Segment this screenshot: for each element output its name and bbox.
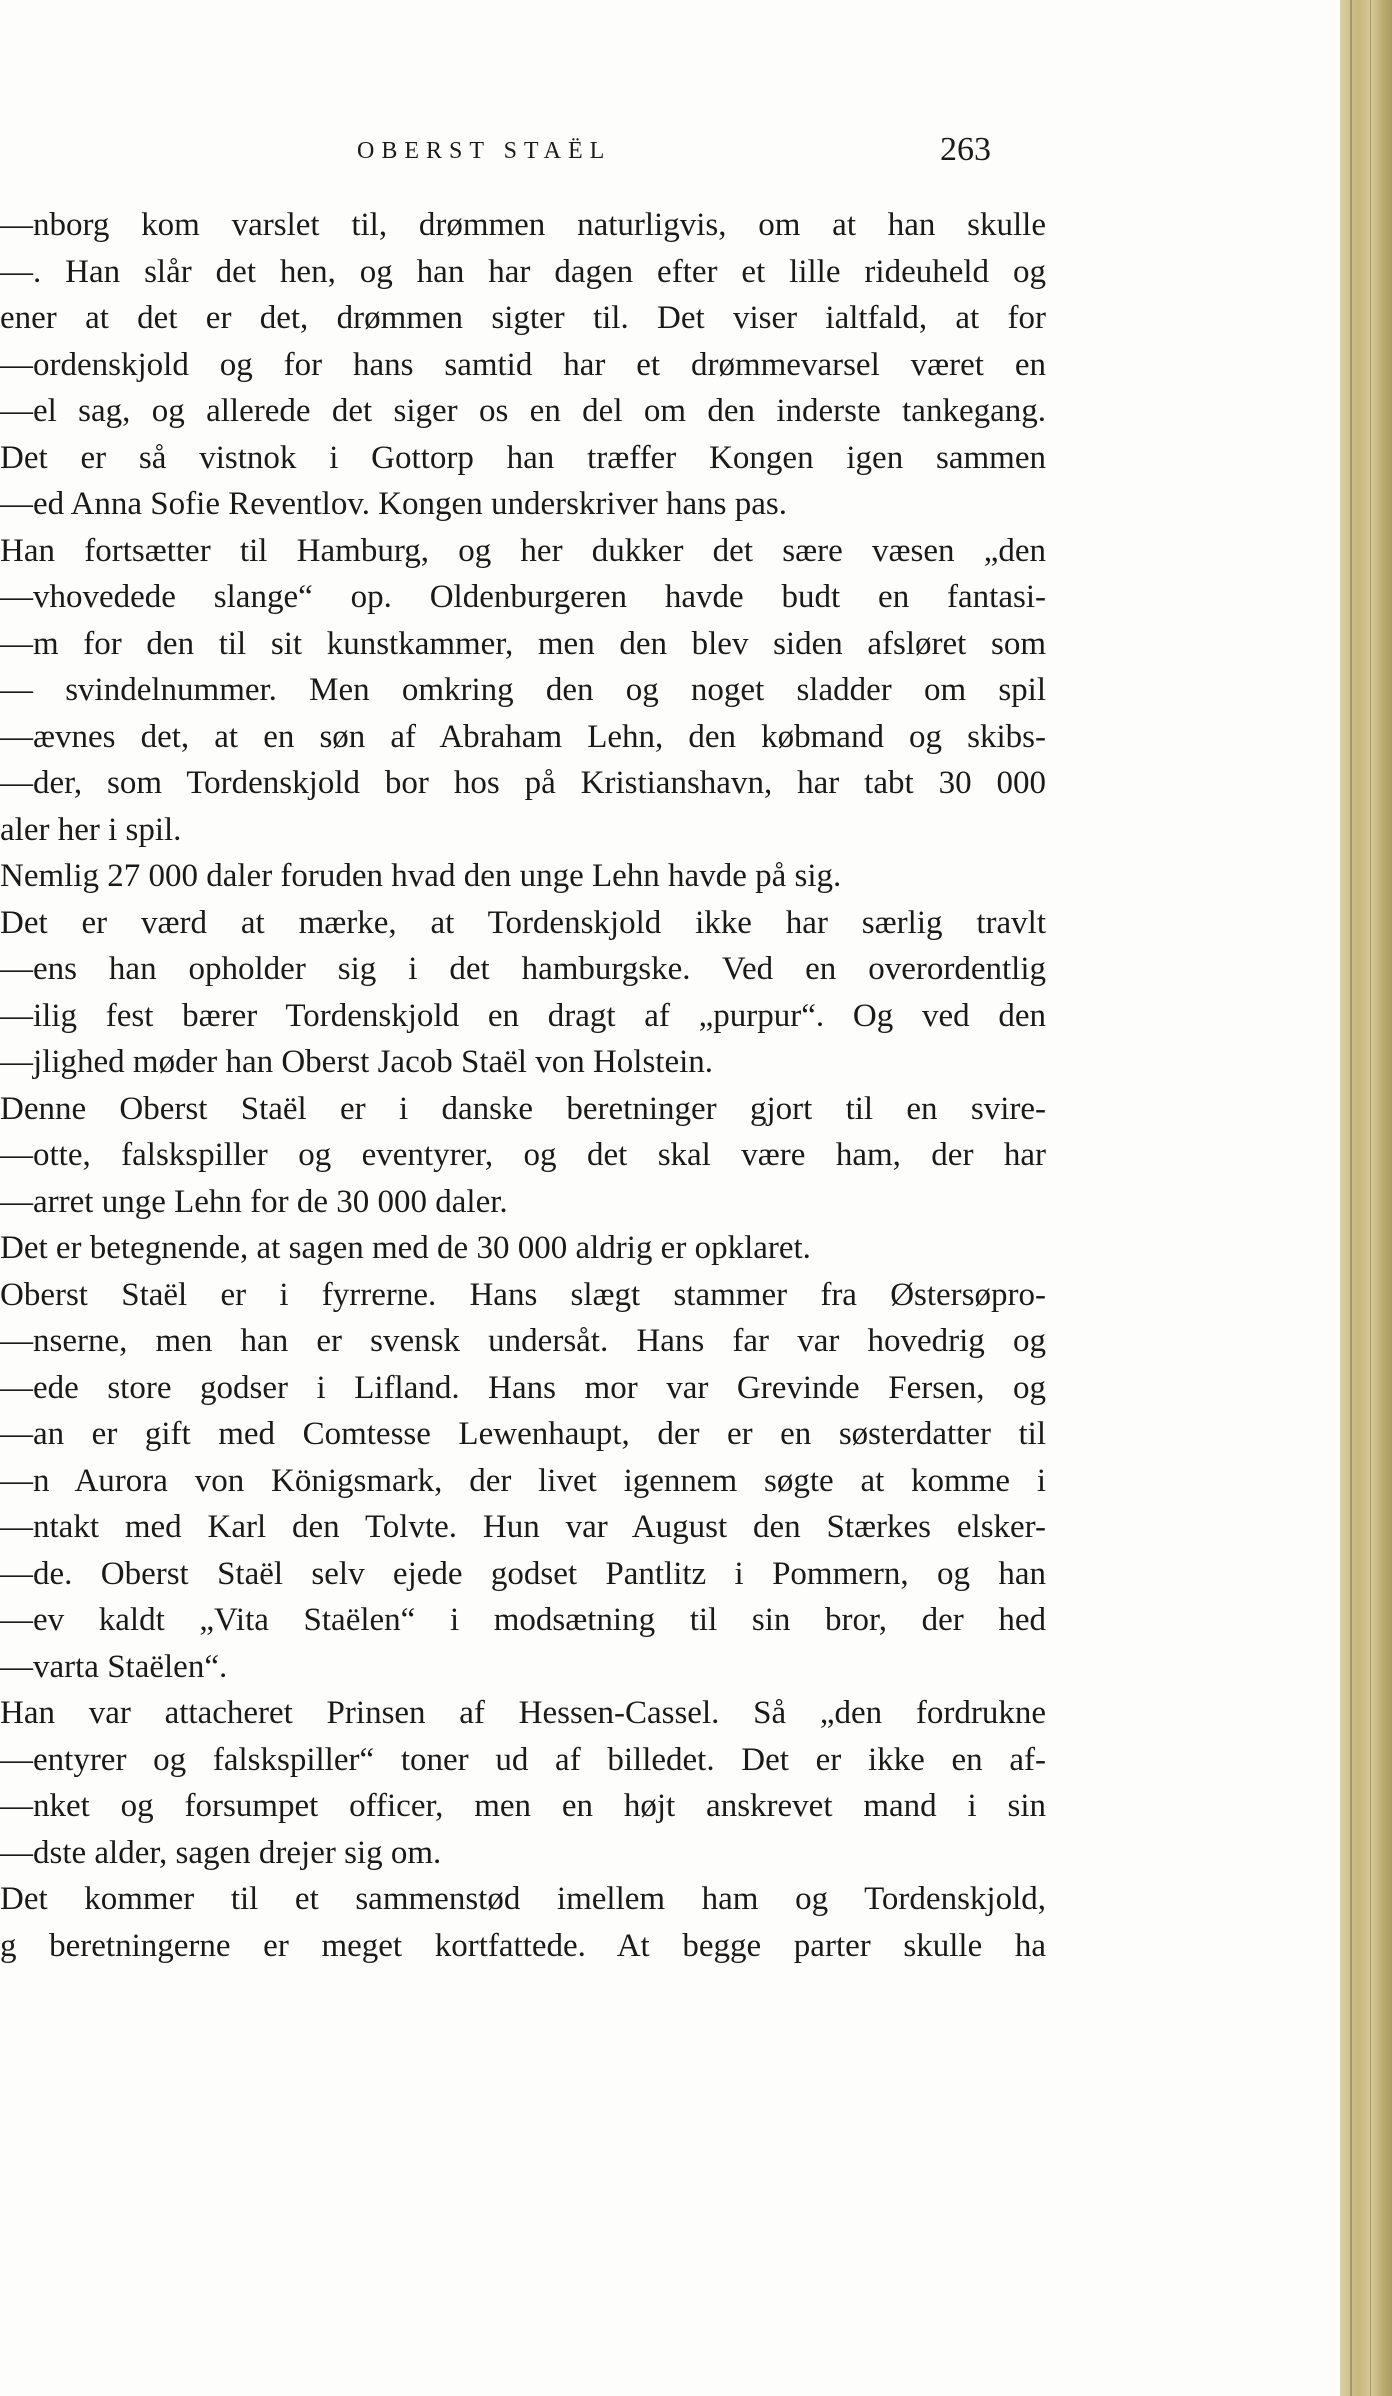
text-line: Han var attacheret Prinsen af Hessen-Cassel. Så „den fordrukne bbox=[0, 1695, 1046, 1731]
text-line: —an er gift med Comtesse Lewenhaupt, der er en søsterdatter til bbox=[0, 1416, 1046, 1452]
text-line: —m for den til sit kunstkammer, men den blev siden afsløret som bbox=[0, 625, 1046, 662]
text-line: Det er værd at mærke, at Tordenskjold ikke har særlig travlt bbox=[0, 904, 1046, 941]
text-line: —ævnes det, at en søn af Abraham Lehn, den købmand og skibs- bbox=[0, 718, 1046, 755]
book-binding-edge bbox=[1340, 0, 1392, 2396]
text-line: —. Han slår det hen, og han har dagen efter et lille rideuheld og bbox=[0, 253, 1046, 290]
text-line: Han fortsætter til Hamburg, og her dukker det sære væsen „den bbox=[0, 532, 1046, 569]
running-head: OBERST STAËL bbox=[357, 138, 612, 164]
text-line: —der, som Tordenskjold bor hos på Kristianshavn, har tabt 30 000 bbox=[0, 765, 1046, 801]
text-line: —n Aurora von Königsmark, der livet igennem søgte at komme i bbox=[0, 1462, 1046, 1499]
text-line: g beretningerne er meget kortfattede. At begge parter skulle ha bbox=[0, 1927, 1046, 1964]
text-line: —arret unge Lehn for de 30 000 daler. bbox=[0, 1183, 508, 1220]
text-line: —nserne, men han er svensk undersåt. Hans far var hovedrig og bbox=[0, 1323, 1046, 1359]
text-line: —ordenskjold og for hans samtid har et drømmevarsel været en bbox=[0, 346, 1046, 383]
text-line: —otte, falskspiller og eventyrer, og det skal være ham, der har bbox=[0, 1137, 1046, 1173]
text-line: aler her i spil. bbox=[0, 811, 182, 848]
text-line: Det kommer til et sammenstød imellem ham og Tordenskjold, bbox=[0, 1881, 1046, 1917]
text-line: Nemlig 27 000 daler foruden hvad den unge Lehn havde på sig. bbox=[0, 858, 842, 894]
text-line: —ens han opholder sig i det hamburgske. Ved en overordentlig bbox=[0, 951, 1046, 987]
text-line: ener at det er det, drømmen sigter til. Det viser ialtfald, at for bbox=[0, 300, 1046, 336]
text-line: —varta Staëlen“. bbox=[0, 1648, 228, 1685]
text-line: —de. Oberst Staël selv ejede godset Pantlitz i Pommern, og han bbox=[0, 1555, 1046, 1592]
text-line: —nket og forsumpet officer, men en højt anskrevet mand i sin bbox=[0, 1788, 1046, 1824]
text-line: Det er så vistnok i Gottorp han træffer Kongen igen sammen bbox=[0, 439, 1046, 476]
text-line: —jlighed møder han Oberst Jacob Staël von Holstein. bbox=[0, 1044, 714, 1080]
text-line: —vhovedede slange“ op. Oldenburgeren havde budt en fantasi- bbox=[0, 579, 1046, 615]
text-line: — svindelnummer. Men omkring den og noget sladder om spil bbox=[0, 672, 1046, 708]
text-line: —ilig fest bærer Tordenskjold en dragt af „purpur“. Og ved den bbox=[0, 997, 1046, 1034]
text-line: Det er betegnende, at sagen med de 30 000 aldrig er opklaret. bbox=[0, 1230, 811, 1266]
text-line: —entyrer og falskspiller“ toner ud af billedet. Det er ikke en af- bbox=[0, 1741, 1046, 1778]
text-line: —ev kaldt „Vita Staëlen“ i modsætning til sin bror, der hed bbox=[0, 1602, 1046, 1638]
text-line: —ed Anna Sofie Reventlov. Kongen underskriver hans pas. bbox=[0, 486, 787, 522]
body-text bbox=[0, 202, 1046, 1969]
text-line: Denne Oberst Staël er i danske beretninger gjort til en svire- bbox=[0, 1090, 1046, 1127]
text-line: —ede store godser i Lifland. Hans mor var Grevinde Fersen, og bbox=[0, 1369, 1046, 1406]
text-line: —ntakt med Karl den Tolvte. Hun var August den Stærkes elsker- bbox=[0, 1509, 1046, 1545]
text-line: —dste alder, sagen drejer sig om. bbox=[0, 1834, 442, 1871]
text-line: —el sag, og allerede det siger os en del om den inderste tankegang. bbox=[0, 393, 1046, 429]
text-line: —nborg kom varslet til, drømmen naturligvis, om at han skulle bbox=[0, 207, 1046, 243]
text-line: Oberst Staël er i fyrrerne. Hans slægt stammer fra Østersøpro- bbox=[0, 1276, 1046, 1313]
page-number: 263 bbox=[940, 131, 991, 168]
